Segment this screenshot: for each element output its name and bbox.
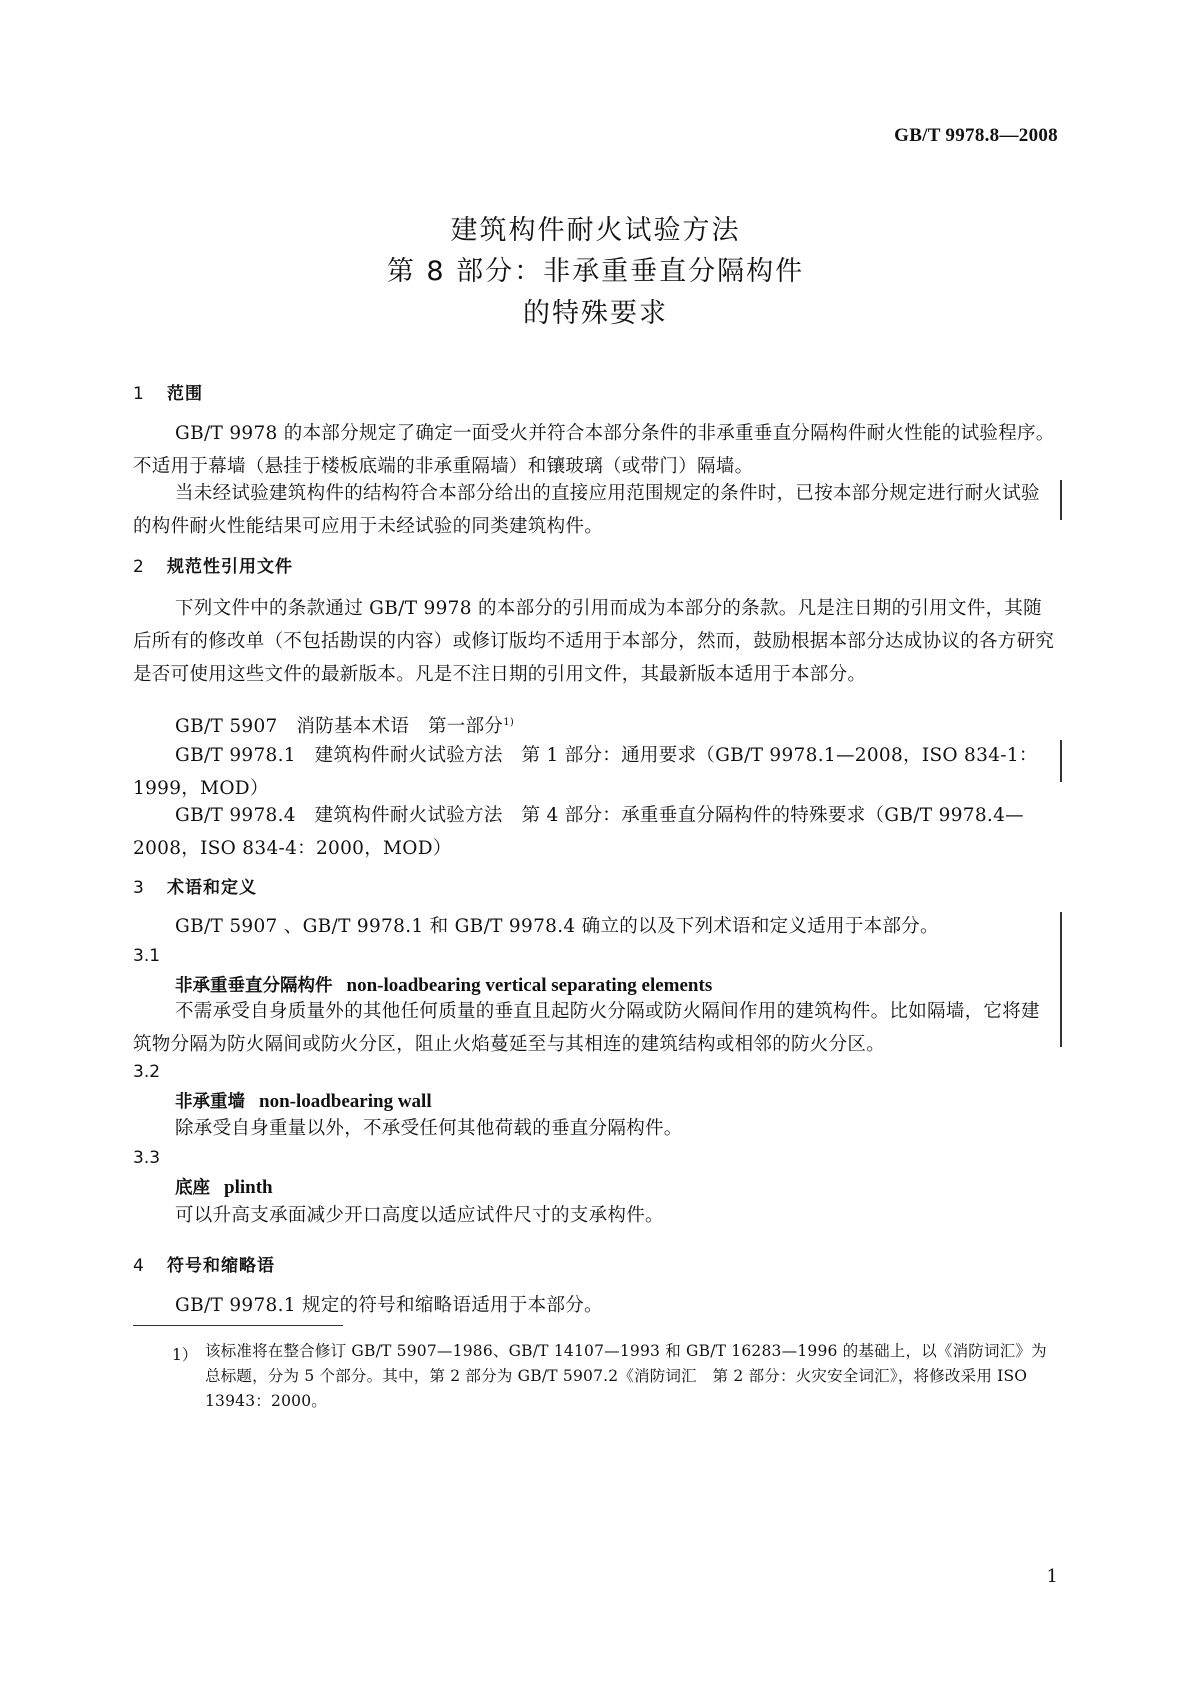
definition-text: 不需承受自身质量外的其他任何质量的垂直且起防火分隔或防火隔间作用的建筑构件。比如隔墙，它将建筑物分隔为防火隔间或防火分区，阻止火焰蔓延至与其相连的建筑结构或相邻的防火分区。: [133, 1001, 1040, 1055]
revision-bar: [1060, 740, 1062, 782]
term-heading: [175, 1174, 273, 1199]
paragraph-text: 下列文件中的条款通过 GB/T 9978 的本部分的引用而成为本部分的条款。凡是注日期的引用文件，其随后所有的修改单（不包括勘误的内容）或修订版均不适用于本部分，然而，鼓励根据本部分达成协议的各方研究是否可使用这些文件的最新版本。凡是不注日期的引用文件，其最新版本适用于本部分。: [133, 598, 1055, 685]
paragraph: [133, 417, 1058, 483]
section-heading-1: [133, 379, 203, 404]
section-number: 4: [133, 1256, 145, 1276]
term-en: plinth: [224, 1177, 273, 1198]
paragraph-text: GB/T 9978 的本部分规定了确定一面受火并符合本部分条件的非承重垂直分隔构件耐火性能的试验程序。不适用于幕墙（悬挂于楼板底端的非承重隔墙）和镶玻璃（或带门）隔墙。: [133, 423, 1055, 477]
section-title: 符号和缩略语: [167, 1256, 275, 1276]
title-line-1: 建筑构件耐火试验方法: [450, 215, 741, 246]
footnote-text: 该标准将在整合修订 GB/T 5907—1986、GB/T 14107—1993 和 GB/T 16283—1996 的基础上，以《消防词汇》为总标题，分为 5 个部分。其中，第 2 部分为 GB/T 5907.2《消防词汇 第 2 部分：火灾安全词汇》，将修改采用 ISO 13943：2000。: [205, 1342, 1047, 1410]
term-number: 3.3: [133, 1148, 161, 1168]
term-en: non-loadbearing wall: [259, 1091, 432, 1112]
reference-text: GB/T 5907 消防基本术语 第一部分: [175, 716, 504, 738]
footnote-ref: 1): [503, 717, 515, 728]
paragraph: [133, 477, 1058, 543]
footnote-marker: 1）: [172, 1346, 198, 1364]
paragraph: [133, 592, 1058, 691]
page-number: 1: [1046, 1566, 1058, 1587]
term-definition: 可以升高支承面减少开口高度以适应试件尺寸的支承构件。: [175, 1205, 664, 1226]
section-title: 术语和定义: [167, 878, 257, 898]
term-cn: 非承重墙: [175, 1092, 245, 1112]
term-cn: 底座: [175, 1178, 210, 1198]
term-heading: [175, 1088, 432, 1113]
term-cn: 非承重垂直分隔构件: [175, 976, 333, 996]
revision-bar: [1060, 480, 1062, 520]
title-line-3: 的特殊要求: [523, 298, 668, 329]
section-number: 3: [133, 878, 145, 898]
footnote-divider: [133, 1325, 343, 1326]
standard-number: GB/T 9978.8—2008: [894, 125, 1058, 146]
title-line-2: 第 8 部分：非承重垂直分隔构件: [386, 256, 805, 287]
reference-item: [175, 706, 514, 743]
section-heading-2: [133, 552, 293, 577]
section-heading-3: [133, 873, 257, 898]
term-heading: [175, 972, 712, 997]
term-number: 3.2: [133, 1062, 161, 1082]
reference-text: GB/T 9978.1 建筑构件耐火试验方法 第 1 部分：通用要求（GB/T 9978.1—2008，ISO 834-1：1999，MOD）: [133, 745, 1038, 799]
section-title: 范围: [167, 384, 203, 404]
term-definition: 除承受自身重量以外，不承受任何其他荷载的垂直分隔构件。: [175, 1118, 683, 1139]
paragraph: GB/T 5907 、GB/T 9978.1 和 GB/T 9978.4 确立的以及下列术语和定义适用于本部分。: [175, 916, 939, 937]
paragraph-text: 当未经试验建筑构件的结构符合本部分给出的直接应用范围规定的条件时，已按本部分规定进行耐火试验的构件耐火性能结果可应用于未经试验的同类建筑构件。: [133, 483, 1040, 537]
section-heading-4: [133, 1251, 275, 1276]
paragraph: GB/T 9978.1 规定的符号和缩略语适用于本部分。: [175, 1295, 603, 1316]
reference-text: GB/T 9978.4 建筑构件耐火试验方法 第 4 部分：承重垂直分隔构件的特殊要求（GB/T 9978.4—2008，ISO 834-4：2000，MOD）: [133, 805, 1024, 859]
term-en: non-loadbearing vertical separating elements: [346, 975, 713, 996]
reference-item: [133, 799, 1058, 865]
term-number: 3.1: [133, 946, 161, 966]
section-title: 规范性引用文件: [167, 557, 293, 577]
section-number: 2: [133, 557, 145, 577]
revision-bar: [1060, 912, 1062, 1047]
term-definition: [133, 995, 1058, 1061]
section-number: 1: [133, 384, 145, 404]
reference-item: [133, 739, 1058, 805]
